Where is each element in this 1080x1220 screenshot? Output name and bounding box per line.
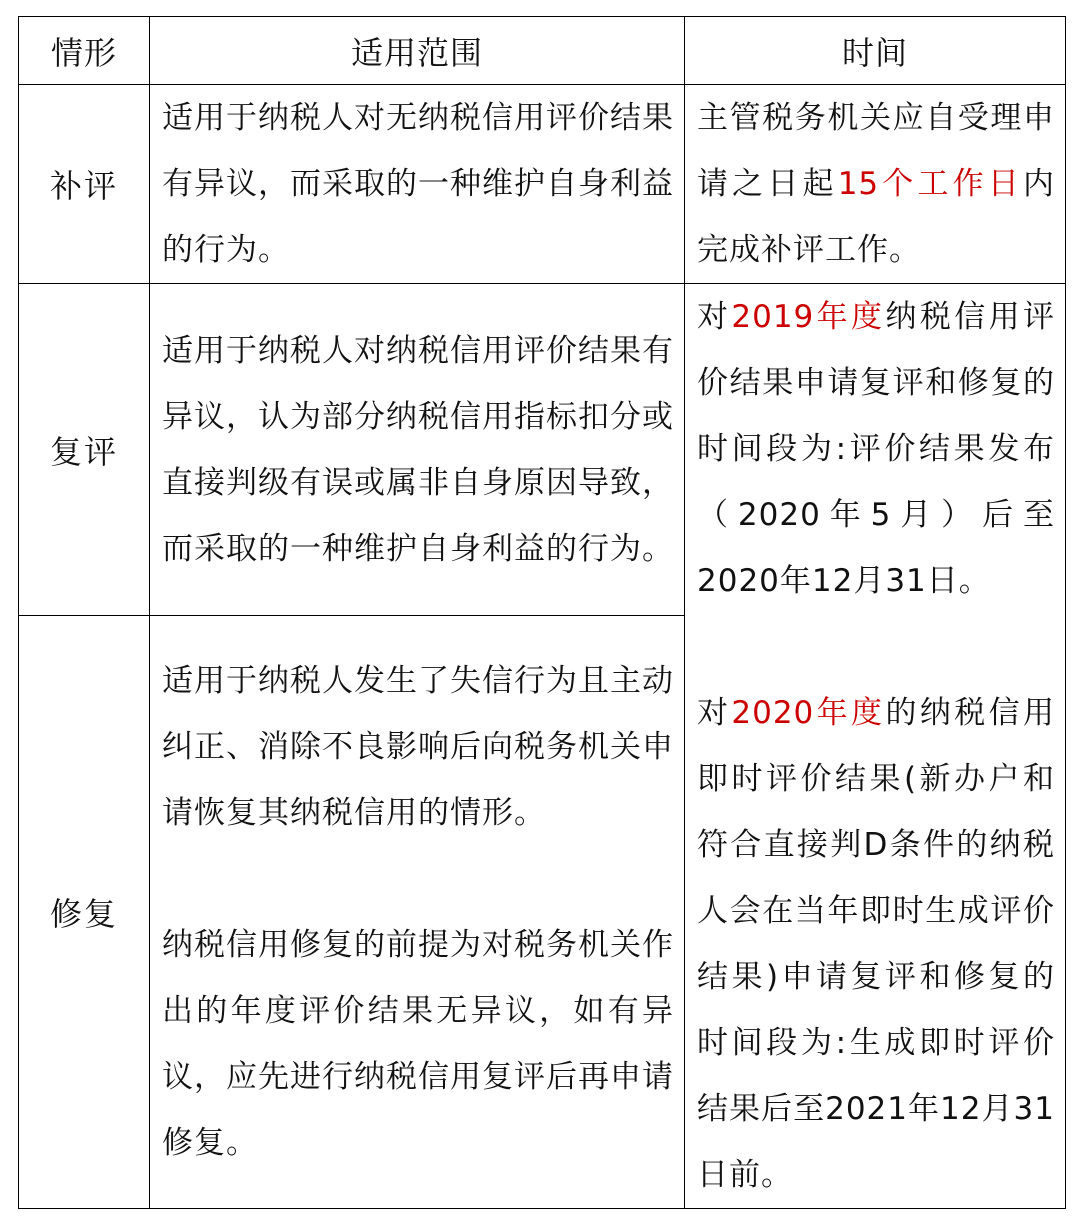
situation-review: 复评 [19, 284, 150, 616]
header-time: 时间 [685, 17, 1066, 85]
header-scope: 适用范围 [150, 17, 685, 85]
time-2020-pre: 对 [697, 695, 732, 731]
time-review-repair [685, 284, 1066, 1209]
scope-supplement: 适用于纳税人对无纳税信用评价结果有异议，而采取的一种维护自身利益的行为。 [150, 85, 685, 284]
header-row [19, 17, 1066, 85]
time-supplement-post: 内完成补评工作。 [697, 166, 1055, 268]
scope-repair-paragraph-2: 纳税信用修复的前提为对税务机关作出的年度评价结果无异议，如有异议，应先进行纳税信用复评后再申请修复。 [162, 927, 674, 1161]
time-supplement [685, 85, 1066, 284]
time-2020-post: 的纳税信用即时评价结果(新办户和符合直接判D条件的纳税人会在当年即时生成评价结果)申请复评和修复的时间段为:生成即时评价结果后至2021年12月31日前。 [697, 695, 1055, 1193]
time-2019-pre: 对 [697, 299, 732, 335]
time-2020-paragraph [697, 680, 1055, 1208]
header-situation: 情形 [19, 17, 150, 85]
scope-repair [150, 616, 685, 1209]
time-2019-paragraph [697, 284, 1055, 614]
time-supplement-pre: 主管税务机关应自受理申请之日起 [697, 100, 1055, 202]
time-2020-highlight: 2020年度 [731, 695, 886, 731]
scope-review: 适用于纳税人对纳税信用评价结果有异议，认为部分纳税信用指标扣分或直接判级有误或属非自身原因导致，而采取的一种维护自身利益的行为。 [150, 284, 685, 616]
situation-supplement: 补评 [19, 85, 150, 284]
scope-repair-paragraph-1: 适用于纳税人发生了失信行为且主动纠正、消除不良影响后向税务机关申请恢复其纳税信用的情形。 [162, 663, 674, 831]
tax-credit-policy-table [18, 16, 1066, 1209]
row-review [19, 284, 1066, 616]
time-2019-post: 纳税信用评价结果申请复评和修复的时间段为:评价结果发布（2020年5月）后至2020年12月31日。 [697, 299, 1055, 599]
row-supplement [19, 85, 1066, 284]
policy-table-frame [18, 16, 1065, 1209]
time-supplement-highlight: 15个工作日 [837, 166, 1023, 202]
scope-repair-gap [162, 846, 674, 912]
time-2019-highlight: 2019年度 [731, 299, 886, 335]
time-paragraph-gap [697, 614, 1055, 680]
situation-repair: 修复 [19, 616, 150, 1209]
